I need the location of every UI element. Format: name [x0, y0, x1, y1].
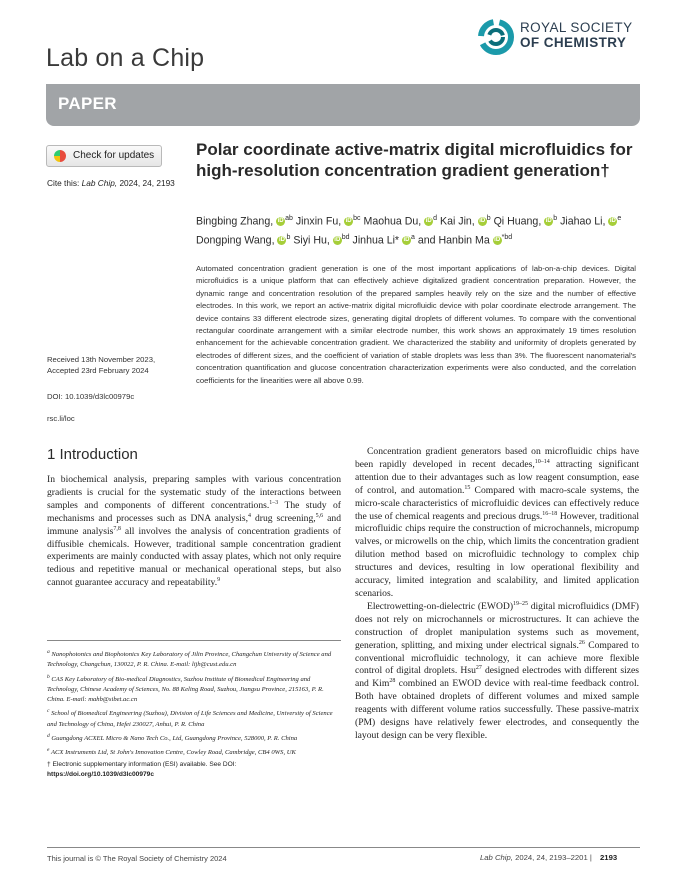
author-list — [196, 211, 636, 248]
affiliation-mark: d — [433, 215, 438, 222]
orcid-icon[interactable]: iD — [345, 218, 352, 225]
page-number: 2193 — [600, 853, 618, 862]
doi-link[interactable]: DOI: 10.1039/d3lc00979c — [47, 392, 135, 401]
orcid-icon[interactable]: iD — [545, 218, 552, 225]
affiliation-mark: bd — [341, 233, 350, 241]
reference-mark[interactable]: 1–3 — [269, 499, 279, 506]
reference-mark[interactable]: 4 — [247, 512, 251, 519]
affiliation-mark: *bd — [501, 233, 513, 241]
intro-column-1 — [47, 474, 341, 590]
article-type-label: PAPER — [58, 94, 117, 113]
publisher-name — [520, 20, 632, 50]
footer-copyright: This journal is © The Royal Society of Chemistry 2024 — [47, 854, 227, 863]
section-heading: 1 Introduction — [47, 446, 138, 463]
orcid-icon[interactable]: iD — [334, 236, 341, 243]
intro-paragraph: In biochemical analysis, preparing samples with various concentration gradients is crucial for the systematic study of the interactions between samples and components of different concentrations.$^{1-3}$ The study of mechanisms and processes such as DNA analysis,$^4$ drug screening,$^{5,6}$ and immune analysis$^{7,8}$ all involves the analysis of concentration gradients of diffusible chemicals. However, traditional sample concentration gradient experiments are mainly conducted with assay plates, which not only require tedious and repetitive manual or mechanical operational steps, but also cannot guarantee accuracy and repeatability.$^9$ — [47, 474, 341, 589]
orcid-icon[interactable]: iD — [425, 218, 432, 225]
reference-mark[interactable]: 28 — [389, 678, 396, 685]
cite-journal: Lab Chip, — [81, 178, 118, 188]
footer-range: 2024, 24, 2193–2201 — [515, 853, 588, 862]
intro-column-2 — [355, 446, 639, 743]
journal-title: Lab on a Chip — [46, 44, 205, 72]
orcid-icon[interactable]: iD — [277, 218, 284, 225]
reference-mark[interactable]: 19–25 — [513, 600, 529, 607]
author-name: Jinxin Fu, — [295, 215, 345, 228]
received-date: Received 13th November 2023, — [47, 355, 156, 364]
affiliation-mark: a — [411, 233, 415, 241]
author-name: and Hanbin Ma — [417, 234, 493, 247]
orcid-icon[interactable]: iD — [609, 218, 616, 225]
abstract: Automated concentration gradient generation is one of the most important applications of lab-on-a-chip devices. Digital microfluidics is a unique platform that can effectively achieve digitalized gradient concentration preparation. However, the dynamic range and concentration resolution of the prepared samples heavily rely on the size and the number of effective electrodes. In this work, we report an active-matrix digital microfluidic device with polar coordinate electrode arrangement. The device contains 33 different electrode sizes, generating digital droplets of different volumes. To compare with the conventional rectangular coordinate arrangement with a similar electrode number, this work shows an approximately 19 times resolution enhancement for the achievable concentration gradient. We characterized the stability and uniformity of droplets generated by electrodes of different sizes, and the coefficient of variation of stable droplets was less than 3%. The fluorescent nanomaterial's concentration quantification and glucose concentration characterization experiments were also conducted, and the correlation coefficients for the linearities were all above 0.99. — [196, 264, 636, 385]
reference-mark[interactable]: 15 — [464, 484, 471, 491]
esi-doi-link[interactable]: https://doi.org/10.1039/d3lc00979c — [47, 770, 155, 778]
cite-prefix: Cite this: — [47, 178, 80, 188]
rsc-link[interactable]: rsc.li/loc — [47, 414, 75, 423]
accepted-date: Accepted 23rd February 2024 — [47, 366, 149, 375]
author-name: Siyi Hu, — [293, 234, 333, 247]
author-name: Qi Huang, — [493, 215, 545, 228]
affiliation-note: $^b$ CAS Key Laboratory of Bio-medical Diagnostics, Suzhou Institute of Biomedical Engineering and Technology, Chinese Academy of Sciences, No. 88 Keling Road, Suzhou, Jiangsu Province, 215163, P. R. China. E-mail: mahb@sibet.ac.cn — [47, 673, 324, 704]
reference-mark[interactable]: 9 — [217, 577, 221, 584]
publisher-line2: OF CHEMISTRY — [520, 35, 627, 50]
author-name: Bingbing Zhang, — [196, 215, 277, 228]
affiliation-mark: d — [47, 732, 50, 739]
author-name: Jinhua Li* — [352, 234, 403, 247]
reference-mark[interactable]: 7,8 — [113, 525, 121, 532]
author-name: Maohua Du, — [363, 215, 425, 228]
article-type-banner — [46, 84, 640, 126]
affiliation-mark: c — [47, 708, 50, 715]
reference-mark[interactable]: 10–14 — [534, 458, 550, 465]
check-updates-label: Check for updates — [73, 150, 155, 161]
affiliation-mark: e — [47, 747, 50, 754]
reference-mark[interactable]: 16–18 — [542, 510, 558, 517]
author-name: Jiahao Li, — [560, 215, 609, 228]
footer-sep: | — [589, 853, 592, 862]
check-updates-button[interactable] — [46, 145, 162, 167]
affiliation-mark: e — [617, 215, 622, 222]
article-title: Polar coordinate active-matrix digital microfluidics for high-resolution concentration gradient generation† — [196, 140, 633, 180]
footer-journal: Lab Chip, — [480, 853, 513, 862]
affiliation-mark: b — [47, 673, 50, 680]
affiliation-mark: b — [486, 215, 491, 222]
author-name: Dongping Wang, — [196, 234, 278, 247]
affiliation-note: $^d$ Guangdong ACXEL Micro & Nano Tech Co., Ltd, Guangdong Province, 528000, P. R. China — [47, 732, 298, 743]
affiliation-mark: bc — [353, 215, 361, 222]
affiliation-note: $^a$ Nanophotonics and Biophotonics Key Laboratory of Jilin Province, Changchun University of Science and Technology, Changchun, 130022, P. R. China. E-mail: lijh@cust.edu.cn — [47, 649, 332, 669]
affiliation-mark: b — [286, 233, 291, 241]
publisher-line1: ROYAL SOCIETY — [520, 20, 633, 35]
reference-mark[interactable]: 5,6 — [315, 512, 324, 519]
affiliation-mark: ab — [285, 215, 293, 222]
intro-paragraph: Electrowetting-on-dielectric (EWOD)$^{19-25}$ digital microfluidics (DMF) does not rely on microchannels or microstructures. It can achieve the construction of droplet manipulation systems such as movement, generation, splitting, and mixing under electrical signals.$^{26}$ Compared to conventional microfluidic technology, it can achieve more flexible control of digital droplets. Hsu$^{27}$ designed electrodes with different sizes and Kim$^{28}$ combined an EWOD device with real-time feedback control. Both have obtained droplets of different volumes and mixed sample reagents with different volume ratios successfully. These passive-matrix (PM) designs have relatively fewer electrodes, and consequently the layout design can be very flexible. — [355, 600, 640, 741]
citation — [47, 178, 175, 188]
esi-note: † Electronic supplementary information (ESI) available. See DOI: https://doi.org/10.1039/d3lc00979c — [47, 760, 237, 778]
crossmark-icon — [54, 150, 66, 162]
footer-divider — [47, 847, 640, 848]
orcid-icon[interactable]: iD — [494, 236, 501, 243]
footnote-divider — [47, 640, 341, 641]
footer-pages — [480, 853, 617, 862]
affiliation-mark: b — [553, 215, 558, 222]
author-line-1 — [196, 211, 636, 230]
intro-paragraph: Concentration gradient generators based on microfluidic chips have been rapidly developed in recent decades,$^{10-14}$ attracting significant attention due to their advantages such as low reagent consumption, ease of control, and automation.$^{15}$ Compared with macro-scale systems, the micro-scale characteristics of microfluidic devices can effectively reduce the use of chemical reagents and precious drugs.$^{16-18}$ However, traditional microfluidic chips require the construction of microchannels, micropump valves, or microwells on the chip, which limits the concentration gradient dilution method based on microfluidic technology to complex chip structures and devices, resulting in low operational flexibility and accuracy, limited integration and scalability, and limited application scenarios. — [355, 446, 640, 599]
author-name: Kai Jin, — [440, 215, 478, 228]
author-line-2 — [196, 230, 636, 249]
cite-rest: 2024, 24, 2193 — [119, 178, 175, 188]
orcid-icon[interactable]: iD — [278, 236, 285, 243]
orcid-icon[interactable]: iD — [479, 218, 486, 225]
affiliation-note: $^c$ School of Biomedical Engineering (Suzhou), Division of Life Sciences and Medicine, University of Science and Technology of China, Hefei 230027, Anhui, P. R. China — [47, 708, 333, 728]
affiliations — [47, 647, 341, 781]
affiliation-note: $^e$ ACX Instruments Ltd, St John's Innovation Centre, Cowley Road, Cambridge, CB4 0WS, UK — [47, 747, 296, 757]
affiliation-mark: a — [47, 649, 50, 655]
reference-mark[interactable]: 27 — [475, 665, 482, 672]
orcid-icon[interactable]: iD — [403, 236, 410, 243]
reference-mark[interactable]: 26 — [578, 639, 585, 646]
